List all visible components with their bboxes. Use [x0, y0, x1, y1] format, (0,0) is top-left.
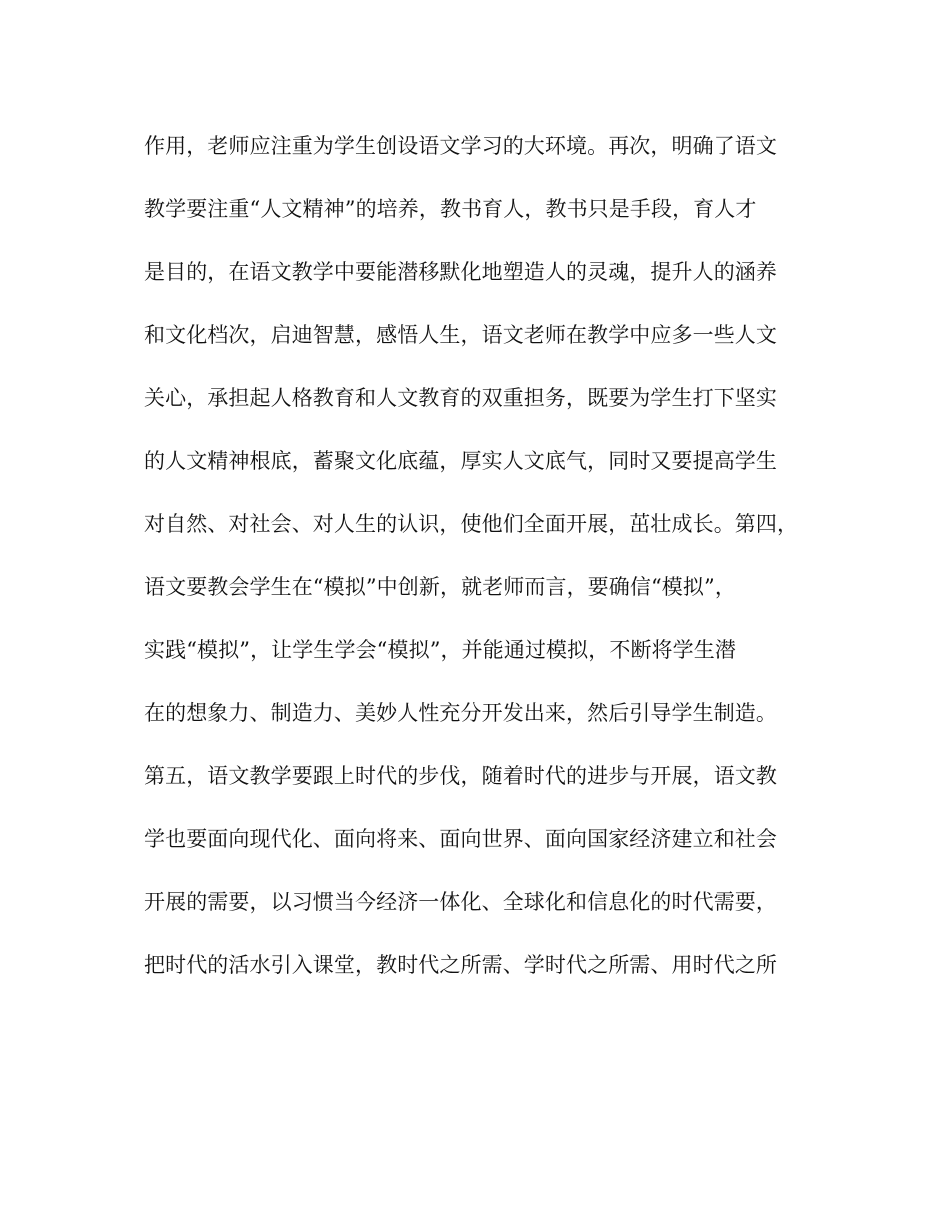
text-line: 作用，老师应注重为学生创设语文学习的大环境。再次，明确了语文 [144, 134, 777, 158]
text-line: 的人文精神根底，蓄聚文化底蕴，厚实人文底气，同时又要提高学生 [144, 449, 777, 473]
text-line: 开展的需要，以习惯当今经济一体化、全球化和信息化的时代需要， [144, 890, 777, 914]
text-line: 学也要面向现代化、面向将来、面向世界、面向国家经济建立和社会 [144, 827, 777, 851]
text-line: 把时代的活水引入课堂，教时代之所需、学时代之所需、用时代之所 [144, 953, 777, 977]
text-line: 教学要注重“人文精神”的培养，教书育人，教书只是手段，育人才 [144, 197, 757, 221]
text-line: 实践“模拟”，让学生学会“模拟”，并能通过模拟，不断将学生潜 [144, 638, 736, 662]
text-line: 第五，语文教学要跟上时代的步伐，随着时代的进步与开展，语文教 [144, 764, 777, 788]
text-line: 是目的，在语文教学中要能潜移默化地塑造人的灵魂，提升人的涵养 [144, 260, 777, 284]
text-line: 对自然、对社会、对人生的认识，使他们全面开展，茁壮成长。第四， [144, 512, 799, 536]
text-line: 关心，承担起人格教育和人文教育的双重担务，既要为学生打下坚实 [144, 386, 777, 410]
body-paragraph [144, 126, 824, 1008]
text-line: 语文要教会学生在“模拟”中创新，就老师而言，要确信“模拟”， [144, 575, 736, 599]
text-line: 在的想象力、制造力、美妙人性充分开发出来，然后引导学生制造。 [144, 701, 777, 725]
text-line: 和文化档次，启迪智慧，感悟人生，语文老师在教学中应多一些人文 [144, 323, 777, 347]
